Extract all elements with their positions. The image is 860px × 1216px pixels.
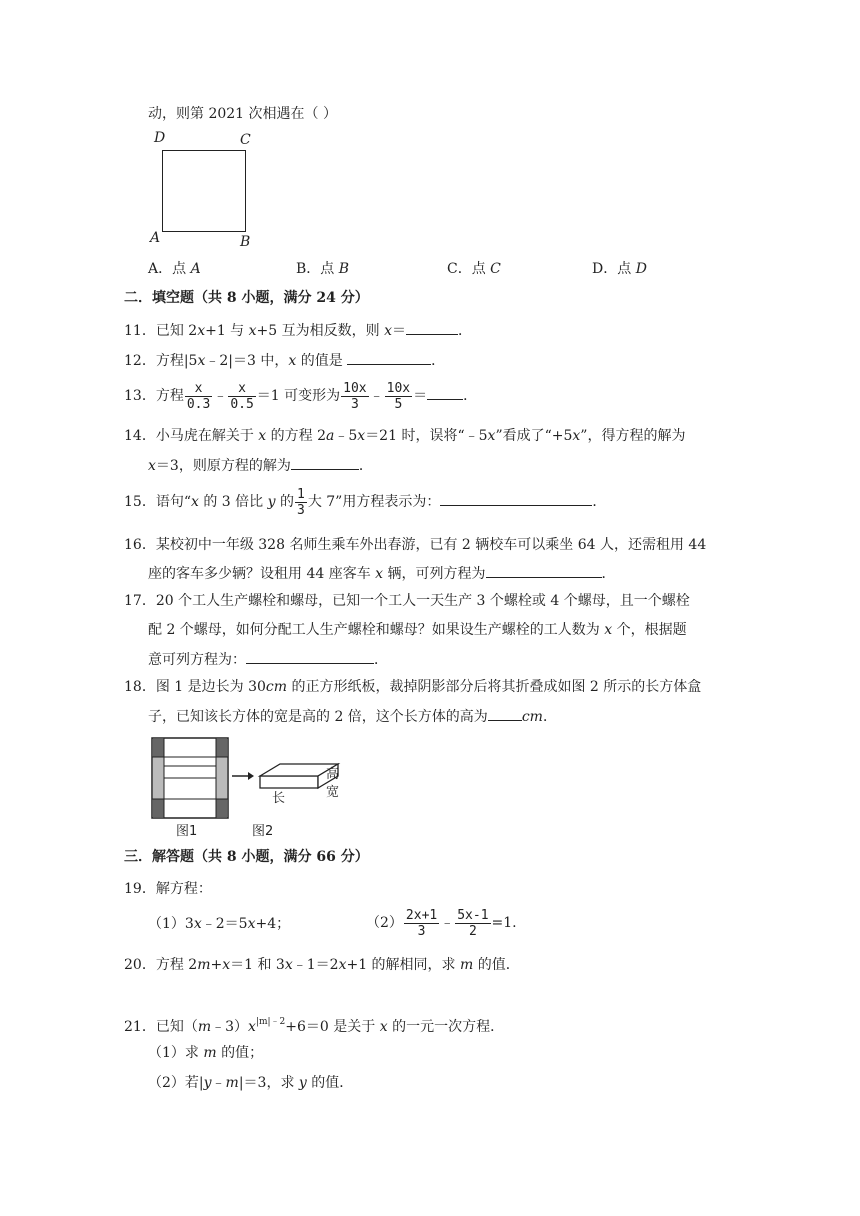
- text: 配 2 个螺母，如何分配工人生产螺栓和螺母？如果设生产螺栓的工人数为: [148, 622, 605, 638]
- text: ＝21 时，误将“﹣5: [365, 428, 488, 444]
- text: +4；: [255, 916, 291, 932]
- text: （1）求: [148, 1045, 204, 1061]
- question-13: [124, 378, 477, 414]
- numerator: 5x-1: [457, 907, 489, 923]
- question-number: 13．: [124, 388, 156, 404]
- var-x: x: [487, 428, 496, 444]
- var-x: x: [284, 957, 293, 973]
- text: ＝: [392, 323, 406, 339]
- square-shape: [162, 150, 246, 232]
- q10-tail-text: 动，则第 2021 次相遇在（ ）: [148, 106, 337, 122]
- box-folding-figure: [148, 736, 348, 840]
- question-18-line-1: [124, 677, 701, 697]
- question-number: 21．: [124, 1019, 156, 1035]
- option-prefix: A．点: [148, 261, 191, 277]
- text: +: [210, 957, 223, 973]
- numerator: 2x+1: [405, 907, 438, 923]
- text: ．: [463, 388, 478, 404]
- label-length: 长: [272, 791, 286, 806]
- option-prefix: C．点: [447, 261, 491, 277]
- var-x: x: [148, 458, 156, 474]
- text: |＝3，求: [238, 1075, 299, 1091]
- text: 已知（: [155, 1019, 198, 1035]
- square-figure: [148, 128, 268, 250]
- answer-blank[interactable]: [486, 563, 602, 578]
- text: 小马虎在解关于: [155, 428, 259, 444]
- var-x: x: [338, 957, 347, 973]
- option-point: D: [635, 261, 647, 277]
- var-x: x: [222, 957, 231, 973]
- text: +1 与: [205, 323, 249, 339]
- text: ．: [458, 323, 472, 339]
- question-number: 19．: [124, 881, 156, 897]
- question-15: [124, 484, 606, 520]
- text: 的一元一次方程．: [387, 1019, 505, 1035]
- text: +5 互为相反数，则: [256, 323, 385, 339]
- question-21-part-1: [148, 1043, 263, 1063]
- text: 的值．: [473, 957, 520, 973]
- numerator: x: [185, 381, 212, 397]
- text: （1）3: [148, 916, 194, 932]
- var-y: y: [203, 1075, 212, 1091]
- label-width: 宽: [326, 785, 340, 800]
- answer-blank[interactable]: [347, 350, 431, 365]
- text: 图 1 是边长为 30: [155, 679, 266, 695]
- question-20: [124, 955, 520, 975]
- var-x: x: [191, 494, 199, 510]
- text: 的正方形纸板，裁掉阴影部分后将其折叠成如图 2 所示的长方体盒: [287, 679, 702, 695]
- q10-option-b[interactable]: [296, 259, 349, 279]
- var-x: x: [384, 323, 392, 339]
- question-11: [124, 320, 472, 341]
- text: 20 个工人生产螺栓和螺母，已知一个工人一天生产 3 个螺栓或 4 个螺母，且一个螺栓: [155, 593, 690, 609]
- question-18-line-2: [148, 706, 557, 727]
- text: 方程|5: [155, 353, 198, 369]
- var-m: m: [203, 1045, 217, 1061]
- var-x: x: [197, 323, 206, 339]
- var-y: y: [298, 1075, 307, 1091]
- question-17-line-2: [148, 620, 687, 640]
- denominator: 3: [417, 923, 426, 939]
- denominator: 5: [394, 396, 403, 412]
- answer-blank[interactable]: [246, 649, 374, 664]
- option-prefix: D．点: [592, 261, 636, 277]
- fraction-10x-over-5: [385, 381, 412, 412]
- question-14-line-1: [124, 426, 685, 446]
- answer-blank[interactable]: [488, 706, 522, 721]
- question-19-part-2: [366, 904, 517, 942]
- text: ”，得方程的解为: [580, 428, 686, 444]
- arrow-icon: [232, 772, 254, 780]
- var-m: m: [197, 957, 211, 973]
- label-figure-2: 图2: [252, 824, 274, 839]
- numerator: 10x: [343, 380, 367, 396]
- text: （2）若|: [148, 1075, 204, 1091]
- section-2-title: 二．填空题（共 8 小题，满分 24 分）: [124, 290, 369, 306]
- q10-option-c[interactable]: [447, 259, 501, 279]
- var-x: x: [288, 353, 297, 369]
- question-number: 15．: [124, 494, 156, 510]
- var-x: x: [248, 1019, 256, 1035]
- option-prefix: B．点: [296, 261, 339, 277]
- text: ﹣2|＝3 中，: [205, 353, 289, 369]
- exponent: |m|﹣2: [255, 1017, 286, 1027]
- question-number: 17．: [124, 593, 156, 609]
- denominator: 0.5: [230, 396, 254, 412]
- text: ．: [592, 494, 607, 510]
- text: ＝1 可变形为: [256, 388, 341, 404]
- fraction-2x-plus-1-over-3: [404, 908, 439, 939]
- question-16-line-2: [148, 563, 616, 584]
- var-x: x: [604, 622, 613, 638]
- text: 座的客车多少辆？设租用 44 座客车: [148, 566, 376, 582]
- text: 某校初中一年级 328 名师生乘车外出春游，已有 2 辆校车可以乘坐 64 人，还需租用 44: [155, 537, 707, 553]
- var-x: x: [357, 428, 366, 444]
- text: ．: [601, 566, 616, 582]
- text: 辆，可列方程为: [383, 566, 486, 582]
- label-height: 高: [326, 767, 340, 782]
- option-point: B: [338, 261, 350, 277]
- option-point: A: [190, 261, 201, 277]
- option-point: C: [490, 261, 501, 277]
- var-m: m: [460, 957, 474, 973]
- question-16-line-1: [124, 535, 706, 555]
- text: ．: [374, 652, 388, 668]
- text: 的值是: [296, 353, 348, 369]
- text: ﹣2＝5: [201, 916, 248, 932]
- answer-blank[interactable]: [406, 320, 458, 335]
- denominator: 3: [350, 396, 359, 412]
- question-19-part-1: [148, 914, 290, 934]
- question-number: 20．: [124, 957, 156, 973]
- text: ﹣3）: [211, 1019, 249, 1035]
- question-21-part-2: [148, 1073, 353, 1093]
- var-m: m: [197, 1019, 212, 1035]
- question-19-title: [124, 879, 212, 899]
- var-m: m: [225, 1075, 239, 1091]
- vertex-c-label: C: [240, 132, 251, 148]
- var-x: x: [379, 1019, 388, 1035]
- text: ﹣1＝2: [292, 957, 339, 973]
- text: ．: [431, 353, 446, 369]
- question-number: 18．: [124, 679, 156, 695]
- text: 意可列方程为：: [148, 652, 246, 668]
- answer-blank[interactable]: [440, 491, 592, 506]
- q10-option-a[interactable]: [148, 259, 201, 279]
- text: 已知 2: [155, 323, 198, 339]
- question-12: [124, 350, 445, 371]
- text: 子，已知该长方体的宽是高的 2 倍，这个长方体的高为: [148, 709, 488, 725]
- label-figure-1: 图1: [176, 824, 198, 839]
- question-number: 16．: [124, 537, 156, 553]
- var-x: x: [248, 323, 257, 339]
- var-x: x: [258, 428, 267, 444]
- answer-blank[interactable]: [427, 385, 463, 400]
- denominator: 3: [297, 502, 305, 518]
- text: +6＝0 是关于: [285, 1019, 380, 1035]
- answer-blank[interactable]: [291, 455, 359, 470]
- vertex-a-label: A: [150, 230, 161, 246]
- question-number: 12．: [124, 353, 156, 369]
- text: 的: [275, 494, 294, 510]
- text: （2）: [366, 915, 403, 931]
- denominator: 2: [468, 923, 477, 939]
- var-x: x: [572, 428, 581, 444]
- fraction-5x-minus-1-over-2: [455, 908, 490, 939]
- question-17-line-1: [124, 591, 690, 611]
- text: 的值．: [306, 1075, 354, 1091]
- text: ﹣5: [334, 428, 358, 444]
- text: ＝1 和 3: [230, 957, 285, 973]
- numerator: x: [228, 381, 255, 397]
- question-21: [124, 1012, 504, 1037]
- var-y: y: [267, 494, 276, 510]
- text: ．: [542, 709, 557, 725]
- var-a: a: [326, 428, 335, 444]
- text: ．: [358, 458, 373, 474]
- text: 个，根据题: [612, 622, 687, 638]
- text: 方程: [155, 388, 184, 404]
- unit-cm: cm: [265, 679, 288, 695]
- var-x: x: [247, 916, 256, 932]
- fraction-10x-over-3: [341, 381, 368, 412]
- text: 方程 2: [155, 957, 198, 973]
- text: 的值；: [216, 1045, 264, 1061]
- fraction-one-third: [295, 487, 307, 518]
- text: 解方程：: [155, 881, 212, 897]
- text: ＝3，则原方程的解为: [155, 458, 291, 474]
- var-x: x: [193, 916, 202, 932]
- denominator: 0.3: [186, 396, 211, 412]
- text: 的方程 2: [266, 428, 326, 444]
- text: ”看成了“+5: [495, 428, 573, 444]
- unit-cm: cm: [521, 709, 543, 725]
- text: 的 3 倍比: [198, 494, 268, 510]
- var-x: x: [375, 566, 384, 582]
- question-17-line-3: [148, 649, 388, 670]
- figure-1-square: [152, 738, 228, 818]
- text: ＝: [413, 388, 428, 404]
- q10-option-d[interactable]: [592, 259, 647, 279]
- text: ﹣: [211, 1075, 226, 1091]
- text: ﹣: [440, 915, 455, 931]
- vertex-d-label: D: [154, 130, 166, 146]
- question-number: 14．: [124, 428, 156, 444]
- text: 大 7”用方程表示为：: [307, 494, 441, 510]
- text: +1 的解相同，求: [346, 957, 461, 973]
- text: ﹣: [213, 388, 228, 404]
- text: ﹣: [369, 388, 384, 404]
- fraction-x-over-0.5: [228, 381, 255, 412]
- text: =1.: [491, 915, 517, 931]
- numerator: 1: [297, 486, 305, 502]
- numerator: 10x: [386, 380, 411, 396]
- question-number: 11．: [124, 323, 156, 339]
- var-x: x: [197, 353, 206, 369]
- text: 语句“: [155, 494, 191, 510]
- vertex-b-label: B: [240, 234, 251, 250]
- section-3-title: 三．解答题（共 8 小题，满分 66 分）: [124, 849, 369, 865]
- question-14-line-2: [148, 455, 373, 476]
- fraction-x-over-0.3: [185, 381, 212, 412]
